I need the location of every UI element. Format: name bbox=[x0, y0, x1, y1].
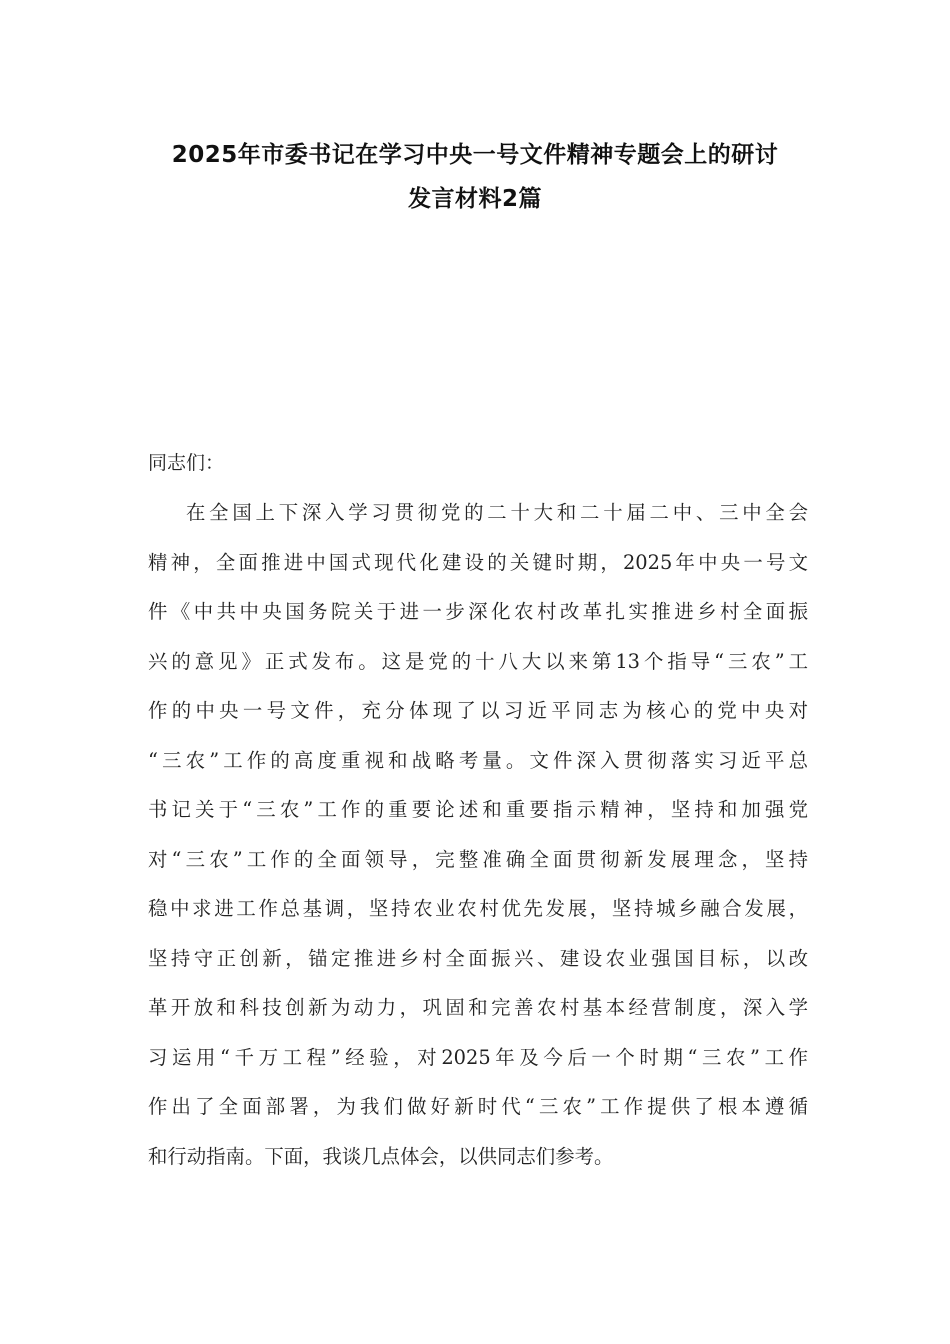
paragraph-line: “三农”工作的高度重视和战略考量。文件深入贯彻落实习近平总 bbox=[148, 748, 808, 772]
title-line-2: 发言材料2篇 bbox=[407, 186, 542, 212]
paragraph-line: 精神，全面推进中国式现代化建设的关键时期，2025年中央一号文 bbox=[148, 550, 808, 574]
document-title bbox=[120, 133, 830, 221]
body-paragraph bbox=[148, 496, 808, 1189]
paragraph-line: 在全国上下深入学习贯彻党的二十大和二十届二中、三中全会 bbox=[186, 501, 808, 524]
salutation: 同志们： bbox=[148, 452, 225, 474]
paragraph-line: 作的中央一号文件，充分体现了以习近平同志为核心的党中央对 bbox=[148, 699, 808, 722]
paragraph-line: 和行动指南。下面，我谈几点体会，以供同志们参考。 bbox=[148, 1144, 614, 1168]
title-line-1: 2025年市委书记在学习中央一号文件精神专题会上的研讨 bbox=[171, 142, 779, 168]
paragraph-line: 对“三农”工作的全面领导，完整准确全面贯彻新发展理念，坚持 bbox=[148, 847, 808, 871]
paragraph-line: 习运用“千万工程”经验，对2025年及今后一个时期“三农”工作 bbox=[148, 1045, 808, 1069]
paragraph-line: 坚持守正创新，锚定推进乡村全面振兴、建设农业强国目标，以改 bbox=[148, 946, 808, 970]
paragraph-line: 件《中共中央国务院关于进一步深化农村改革扎实推进乡村全面振 bbox=[148, 600, 808, 623]
paragraph-line: 作出了全面部署，为我们做好新时代“三农”工作提供了根本遵循 bbox=[148, 1095, 808, 1118]
paragraph-line: 稳中求进工作总基调，坚持农业农村优先发展，坚持城乡融合发展， bbox=[148, 897, 808, 920]
paragraph-line: 革开放和科技创新为动力，巩固和完善农村基本经营制度，深入学 bbox=[148, 996, 808, 1019]
paragraph-line: 书记关于“三农”工作的重要论述和重要指示精神，坚持和加强党 bbox=[148, 798, 808, 821]
paragraph-line: 兴的意见》正式发布。这是党的十八大以来第13个指导“三农”工 bbox=[148, 649, 808, 673]
